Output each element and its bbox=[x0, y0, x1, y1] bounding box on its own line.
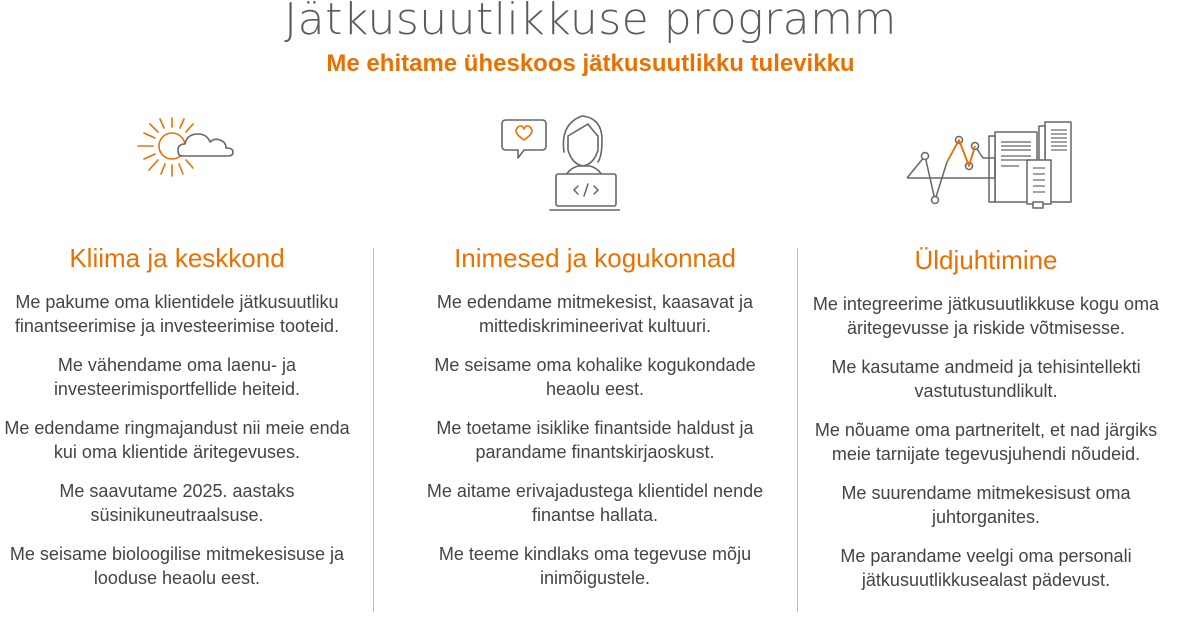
list-item: Me nõuame oma partneritelt, et nad järgiks meie tarnijate tegevusjuhendi nõudeid. bbox=[814, 420, 1158, 464]
list-item: Me pakume oma klientidele jätkusuutliku finantseerimise ja investeerimise tooteid. bbox=[14, 292, 340, 336]
list-item: Me seisame bioloogilise mitmekesisuse ja looduse heaolu eest. bbox=[9, 544, 345, 588]
list-item: Me edendame ringmajandust nii meie enda kui oma klientide äritegevuses. bbox=[4, 418, 350, 462]
list-item: Me vähendame oma laenu- ja investeerimisportfellide heiteid. bbox=[53, 355, 301, 399]
chart-buildings-icon bbox=[905, 116, 1077, 212]
page-title: Jätkusuutlikkuse programm bbox=[284, 0, 897, 45]
column-divider bbox=[373, 248, 374, 612]
column-heading: Inimesed ja kogukonnad bbox=[454, 243, 736, 273]
list-item: Me edendame mitmekesist, kaasavat ja mittediskrimineerivat kultuuri. bbox=[436, 292, 754, 336]
list-item: Me seisame oma kohalike kogukondade heaolu eest. bbox=[434, 355, 756, 399]
list-item: Me toetame isiklike finantside haldust ja parandame finantskirjaoskust. bbox=[436, 418, 754, 462]
list-item: Me teeme kindlaks oma tegevuse mõju inimõigustele. bbox=[438, 544, 752, 588]
column-heading: Üldjuhtimine bbox=[914, 245, 1058, 275]
list-item: Me kasutame andmeid ja tehisintellekti vastutustundlikult. bbox=[831, 357, 1141, 401]
list-item: Me integreerime jätkusuutlikkuse kogu oma äritegevusse ja riskide võtmisesse. bbox=[812, 294, 1160, 338]
list-item: Me suurendame mitmekesisust oma juhtorganites. bbox=[841, 483, 1131, 527]
sun-cloud-icon bbox=[130, 100, 238, 184]
column-divider bbox=[797, 248, 798, 612]
statement-list bbox=[0, 290, 354, 605]
person-laptop-icon bbox=[498, 110, 620, 214]
list-item: Me saavutame 2025. aastaks süsinikuneutraalsuse. bbox=[59, 481, 295, 525]
statement-list bbox=[805, 292, 1167, 607]
page-subtitle: Me ehitame üheskoos jätkusuutlikku tulevikku bbox=[326, 50, 855, 77]
list-item: Me parandame veelgi oma personali jätkusuutlikkusealast pädevust. bbox=[840, 546, 1132, 590]
list-item: Me aitame erivajadustega klientidel nende finantse hallata. bbox=[426, 481, 764, 525]
column-heading: Kliima ja keskkond bbox=[69, 243, 285, 273]
statement-list bbox=[415, 290, 775, 605]
